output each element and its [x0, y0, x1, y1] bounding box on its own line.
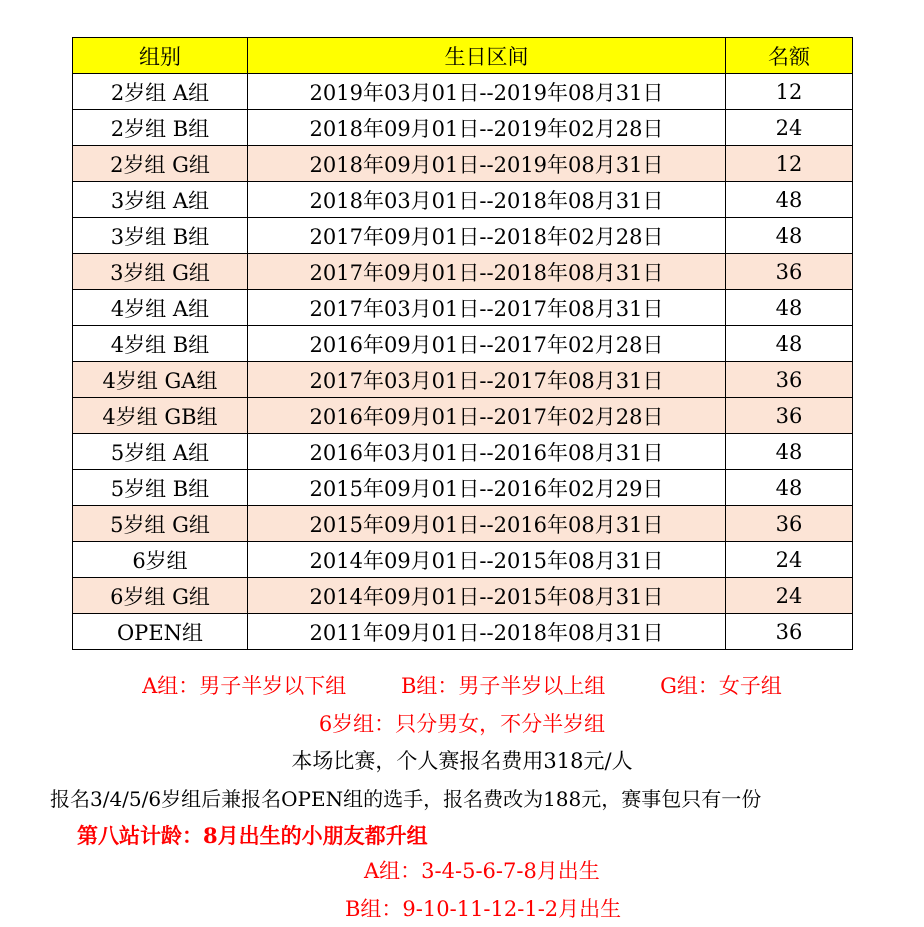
quota-cell: 36	[726, 398, 853, 434]
quota-cell: 24	[726, 110, 853, 146]
a-group-birth-months: A组：3-4-5-6-7-8月出生	[364, 859, 600, 883]
table-row	[73, 218, 853, 254]
age-calculation-rule-title: 第八站计龄：8月出生的小朋友都升组	[77, 823, 428, 848]
table-row	[73, 326, 853, 362]
birthday-range-cell: 2014年09月01日--2015年08月31日	[248, 578, 726, 614]
legend-b-group: B组：男子半岁以上组	[400, 674, 606, 698]
group-cell: 2岁组 A组	[73, 74, 248, 110]
quota-cell: 48	[726, 326, 853, 362]
group-cell: 4岁组 B组	[73, 326, 248, 362]
birthday-range-cell: 2015年09月01日--2016年02月29日	[248, 470, 726, 506]
table-row	[73, 578, 853, 614]
header-birthday-range: 生日区间	[248, 38, 726, 74]
legend-a-group: A组：男子半岁以下组	[142, 674, 347, 698]
group-cell: 3岁组 G组	[73, 254, 248, 290]
birthday-range-cell: 2011年09月01日--2018年08月31日	[248, 614, 726, 650]
table-row	[73, 74, 853, 110]
group-cell: 5岁组 B组	[73, 470, 248, 506]
birthday-range-cell: 2015年09月01日--2016年08月31日	[248, 506, 726, 542]
quota-cell: 24	[726, 578, 853, 614]
table-row	[73, 614, 853, 650]
table-row	[73, 182, 853, 218]
group-cell: OPEN组	[73, 614, 248, 650]
header-quota: 名额	[726, 38, 853, 74]
quota-cell: 12	[726, 146, 853, 182]
birthday-range-cell: 2018年09月01日--2019年08月31日	[248, 146, 726, 182]
table-row	[73, 146, 853, 182]
quota-cell: 12	[726, 74, 853, 110]
group-cell: 6岁组	[73, 542, 248, 578]
open-group-fee-note: 报名3/4/5/6岁组后兼报名OPEN组的选手，报名费改为188元，赛事包只有一份	[50, 787, 762, 811]
quota-cell: 48	[726, 434, 853, 470]
group-cell: 5岁组 G组	[73, 506, 248, 542]
six-year-group-note: 6岁组：只分男女，不分半岁组	[318, 712, 606, 736]
quota-cell: 48	[726, 218, 853, 254]
registration-fee-note: 本场比赛，个人赛报名费用318元/人	[291, 749, 633, 773]
age-group-table	[72, 37, 853, 650]
birthday-range-cell: 2016年09月01日--2017年02月28日	[248, 326, 726, 362]
birthday-range-cell: 2018年03月01日--2018年08月31日	[248, 182, 726, 218]
quota-cell: 48	[726, 182, 853, 218]
table-row	[73, 290, 853, 326]
table-row	[73, 470, 853, 506]
birthday-range-cell: 2017年09月01日--2018年08月31日	[248, 254, 726, 290]
table-row	[73, 362, 853, 398]
table-row	[73, 506, 853, 542]
group-cell: 5岁组 A组	[73, 434, 248, 470]
table-header-row	[73, 38, 853, 74]
group-cell: 4岁组 GA组	[73, 362, 248, 398]
birthday-range-cell: 2017年03月01日--2017年08月31日	[248, 290, 726, 326]
birthday-range-cell: 2019年03月01日--2019年08月31日	[248, 74, 726, 110]
table-row	[73, 398, 853, 434]
header-group: 组别	[73, 38, 248, 74]
table-row	[73, 542, 853, 578]
group-legend	[0, 672, 924, 700]
legend-g-group: G组：女子组	[660, 674, 782, 698]
group-cell: 4岁组 A组	[73, 290, 248, 326]
table-row	[73, 434, 853, 470]
table-row	[73, 110, 853, 146]
group-cell: 2岁组 G组	[73, 146, 248, 182]
quota-cell: 48	[726, 290, 853, 326]
group-cell: 3岁组 A组	[73, 182, 248, 218]
birthday-range-cell: 2016年09月01日--2017年02月28日	[248, 398, 726, 434]
quota-cell: 36	[726, 362, 853, 398]
quota-cell: 48	[726, 470, 853, 506]
quota-cell: 36	[726, 614, 853, 650]
quota-cell: 36	[726, 254, 853, 290]
birthday-range-cell: 2018年09月01日--2019年02月28日	[248, 110, 726, 146]
quota-cell: 24	[726, 542, 853, 578]
group-cell: 3岁组 B组	[73, 218, 248, 254]
quota-cell: 36	[726, 506, 853, 542]
group-cell: 4岁组 GB组	[73, 398, 248, 434]
b-group-birth-months: B组：9-10-11-12-1-2月出生	[345, 897, 622, 921]
birthday-range-cell: 2017年03月01日--2017年08月31日	[248, 362, 726, 398]
group-cell: 2岁组 B组	[73, 110, 248, 146]
birthday-range-cell: 2017年09月01日--2018年02月28日	[248, 218, 726, 254]
birthday-range-cell: 2016年03月01日--2016年08月31日	[248, 434, 726, 470]
group-cell: 6岁组 G组	[73, 578, 248, 614]
birthday-range-cell: 2014年09月01日--2015年08月31日	[248, 542, 726, 578]
table-row	[73, 254, 853, 290]
